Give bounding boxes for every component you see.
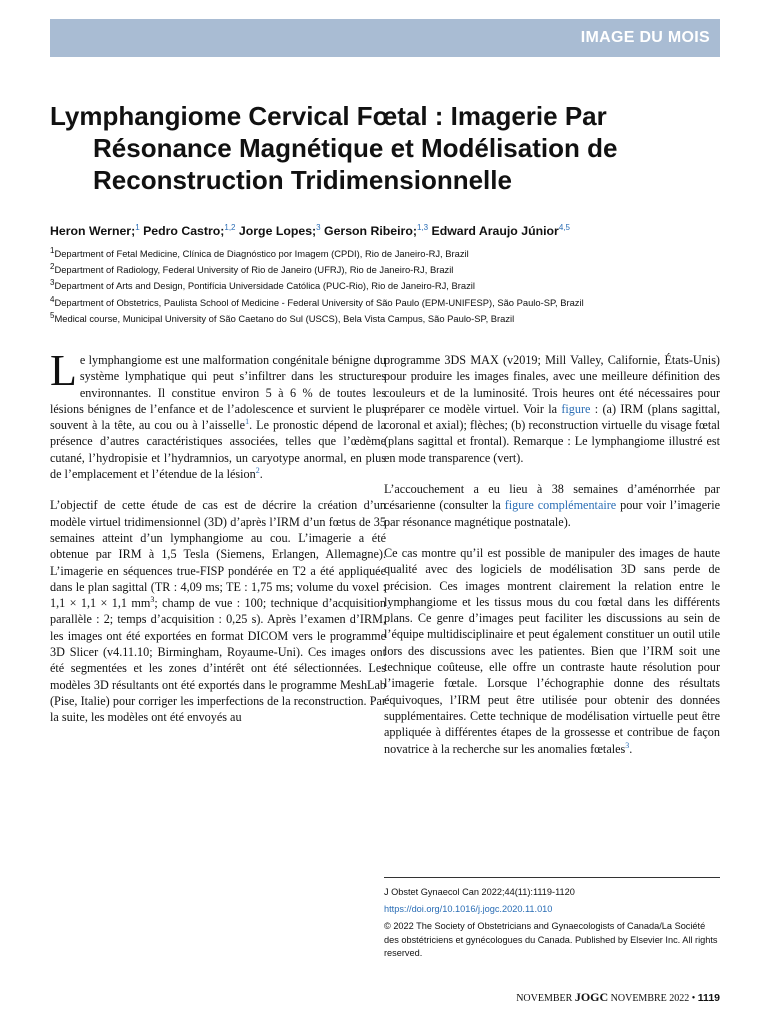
author-name[interactable]: Gerson Ribeiro;: [324, 224, 417, 238]
author-affiliation-ref[interactable]: 1,2: [224, 222, 236, 232]
article-title: [50, 100, 730, 196]
title-line-3: Reconstruction Tridimensionnelle: [93, 165, 512, 195]
footer-bullet: •: [691, 993, 696, 1004]
body-column-left: [50, 346, 386, 741]
footer-month-fr: NOVEMBRE 2022: [610, 993, 690, 1004]
copyright-notice: © 2022 The Society of Obstetricians and Gynaecologists of Canada/La Société des obstétriciens et gynécologues du Canada. Published by Elsevier Inc. All rights reserved.: [384, 921, 718, 958]
reference-link-1[interactable]: 1: [245, 417, 250, 427]
journal-citation: J Obstet Gynaecol Can 2022;44(11):1119-1120: [384, 887, 575, 897]
author-affiliation-ref[interactable]: 3: [316, 222, 321, 232]
section-label: IMAGE DU MOIS: [580, 29, 710, 46]
author-affiliation-ref[interactable]: 1: [135, 222, 140, 232]
affiliation-item: $^4$Department of Obstetrics, Paulista School of Medicine - Federal University of São Paulo (EPM-UNIFESP), São Paulo-SP, Brazil: [50, 294, 584, 308]
page-footer: [516, 990, 720, 1005]
figure-link[interactable]: figure: [561, 401, 591, 416]
journal-abbrev: JOGC: [574, 990, 609, 1004]
article-footnote: [384, 877, 720, 964]
paragraph-intro: Le lymphangiome est une malformation congénitale bénigne du système lymphatique qui peut s’infiltrer dans les structures environnantes. Il constitue environ 5 à 6 % de toutes les lésions bénignes de l’enfance et de l’adolescence et survient le plus souvent à la tête, au cou ou à l’aisselle$^1$. Le pronostic dépend de la présence d’autres caractéristiques associées, telles que l’œdème cutané, l’hydropisie et l’hydramnios, un caryotype anormal, en plus de l’emplacement et l’étendue de la lésion$^2$.: [50, 346, 386, 482]
author-name[interactable]: Pedro Castro;: [143, 224, 225, 238]
title-line-2: Résonance Magnétique et Modélisation de: [93, 133, 618, 163]
paragraph-delivery: L’accouchement a eu lieu à 38 semaines d’aménorrhée par césarienne (consulter la figure complémentaire pour voir l’imagerie par résonance magnétique postnatale).: [384, 482, 720, 529]
author-name[interactable]: Edward Araujo Júnior: [431, 224, 559, 238]
doi-link[interactable]: https://doi.org/10.1016/j.jogc.2020.11.010: [384, 904, 553, 915]
author-affiliation-ref[interactable]: 4,5: [558, 222, 570, 232]
affiliation-item: $^1$Department of Fetal Medicine, Clínica de Diagnóstico por Imagem (CPDI), Rio de Janeiro-RJ, Brazil: [50, 245, 469, 259]
author-list: [50, 224, 740, 238]
affiliation-item: $^3$Department of Arts and Design, Pontifícia Universidade Católica (PUC-Rio), Rio de Janeiro-RJ, Brazil: [50, 278, 475, 292]
affiliation-item: $^2$Department of Radiology, Federal University of Rio de Janeiro (UFRJ), Rio de Janeiro-RJ, Brazil: [50, 262, 454, 276]
author-affiliation-ref[interactable]: 1,3: [416, 222, 429, 232]
author-name[interactable]: Heron Werner;: [50, 224, 136, 238]
drop-cap: L: [50, 346, 77, 395]
reference-link-3[interactable]: 3: [625, 740, 630, 750]
author-name[interactable]: Jorge Lopes;: [238, 224, 317, 238]
footer-month-en: NOVEMBER: [516, 993, 573, 1004]
page-number: 1119: [697, 992, 720, 1004]
supplementary-figure-link[interactable]: figure complémentaire: [504, 498, 617, 513]
affiliation-item: $^5$Medical course, Municipal University of São Caetano do Sul (USCS), Bela Vista Campus, São Paulo-SP, Brazil: [50, 310, 515, 324]
paragraph-discussion: Ce cas montre qu’il est possible de manipuler des images de haute qualité avec des logiciels de modélisation 3D sans perde de précision. Ces images montrent clairement la relation entre le lymphangiome et les tissus mous du cou fœtal dans les différents plans. Ce genre d’images peut faciliter les discussions au sein de l’équipe multidisciplinaire et peut également constituer un outil utile lors des discussions avec les patientes. Bien que l’IRM soit une technique coûteuse, elle offre un contraste haute résolution pour l’imagerie fœtale. Lorsque l’échographie donne des résultats équivoques, l’IRM peut être utilisée pour obtenir des données supplémentaires. Cette technique de modélisation virtuelle peut être appliquée à différentes étapes de la grossesse et contribue de façon novatrice à la recherche sur les anomalies fœtales$^3$.: [384, 545, 720, 756]
paragraph-methods-continued: programme 3DS MAX (v2019; Mill Valley, Californie, États-Unis) pour produire les images finales, avec une meilleure définition des couleurs et de la luminosité. Trois heures ont été nécessaires pour préparer ce modèle virtuel. Voir la figure : (a) IRM (plans sagittal, coronal et axial); flèches; (b) reconstruction virtuelle du visage fœtal (plans sagittal et frontal). Remarque : Le lymphangiome illustré est en mode transparence (vert).: [384, 353, 720, 465]
paragraph-methods: L’objectif de cette étude de cas est de décrire la création d’un modèle virtuel tridimensionnel (3D) d’après l’IRM d’un fœtus de 35 semaines atteint d’un lymphangiome au cou. L’imagerie a été obtenue par IRM à 1,5 Tesla (Siemens, Erlangen, Allemagne). L’imagerie en séquences true-FISP pondérée en T2 a été appliquée dans le plan sagittal (TR : 4,09 ms; TE : 1,75 ms; volume du voxel : 1,1 × 1,1 × 1,1 $mm^3$; champ de vue : 100; technique d’acquisition parallèle : 2; temps d’acquisition : 0,25 s). Après l’examen d’IRM, les images ont été exportées en format DICOM vers le programme 3D Slicer (v4.11.10; Birmingham, Royaume-Uni). Ces images ont été segmentées et les zones d’intérêt ont été sélectionnées. Les modèles 3D résultants ont été exportés dans le programme MeshLab (Pise, Italie) pour corriger les imperfections de la reconstruction. Par la suite, les modèles ont été envoyés au: [50, 498, 386, 725]
title-line-1: Lymphangiome Cervical Fœtal : Imagerie Par: [50, 101, 607, 131]
body-column-right: [384, 352, 720, 772]
reference-link-2[interactable]: 2: [255, 466, 260, 476]
affiliation-list: [50, 246, 740, 327]
section-banner: [50, 19, 720, 57]
